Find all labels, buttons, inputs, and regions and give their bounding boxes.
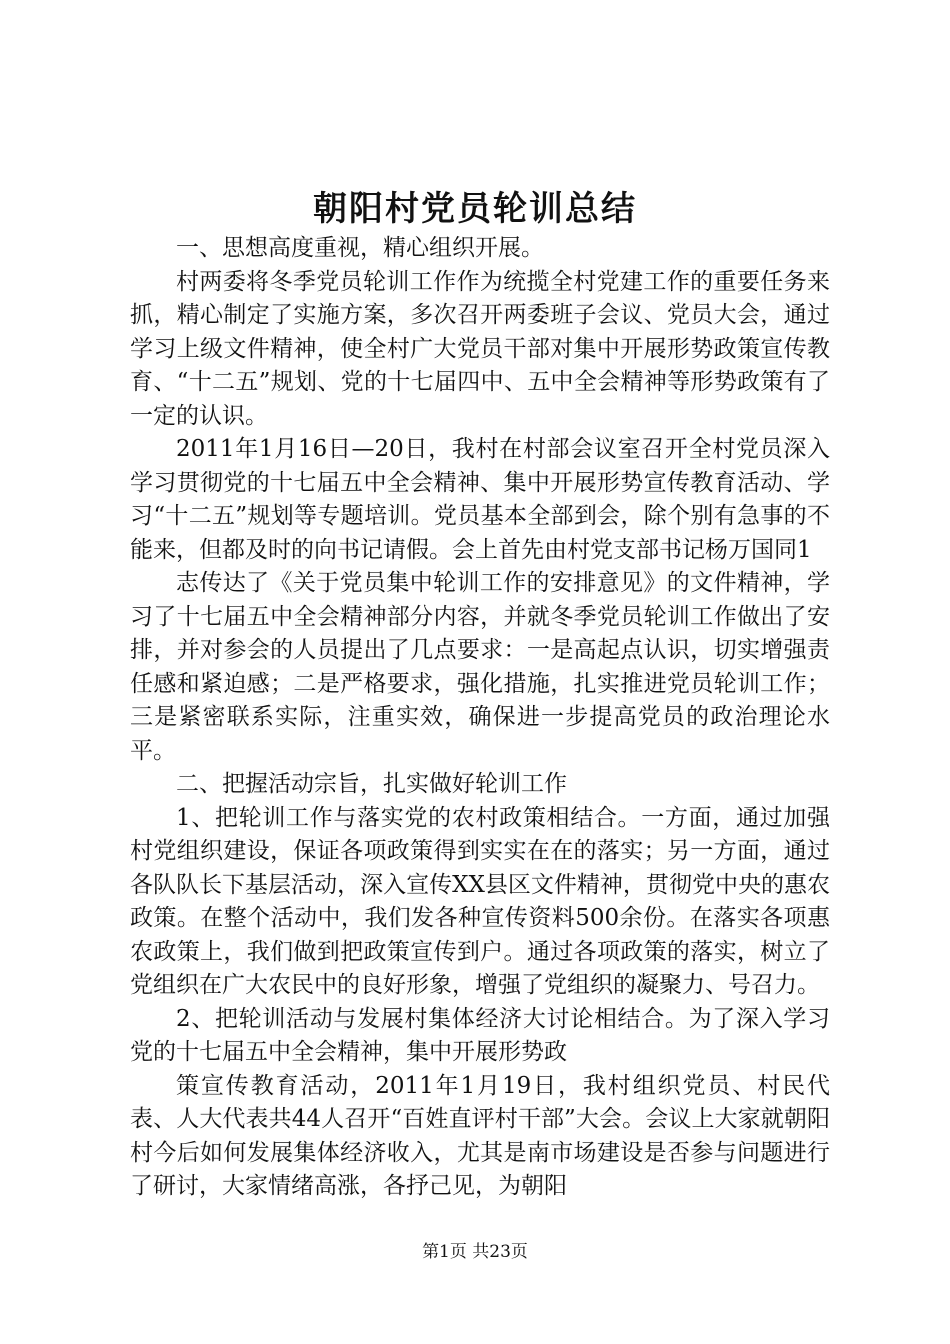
paragraph: 策宣传教育活动，2011年1月19日，我村组织党员、村民代表、人大代表共44人召开“百姓直评村干部”大会。会议上大家就朝阳村今后如何发展集体经济收入，尤其是南市场建设是否参与问题进行了研讨，大家情绪高涨，各抒己见，为朝阳 — [130, 1072, 830, 1199]
paragraph: 2011年1月16日—20日，我村在村部会议室召开全村党员深入学习贯彻党的十七届五中全会精神、集中开展形势宣传教育活动、学习“十二五”规划等专题培训。党员基本全部到会，除个别有急事的不能来，但都及时的向书记请假。会上首先由村党支部书记杨万国同1 — [130, 436, 830, 563]
paragraph-section-2-heading: 二、把握活动宗旨，扎实做好轮训工作 — [176, 771, 567, 797]
paragraph-section-1-heading: 一、思想高度重视，精心组织开展。 — [176, 235, 544, 261]
paragraph: 村两委将冬季党员轮训工作作为统揽全村党建工作的重要任务来抓，精心制定了实施方案，多次召开两委班子会议、党员大会，通过学习上级文件精神，使全村广大党员干部对集中开展形势政策宣传教育、“十二五”规划、党的十七届四中、五中全会精神等形势政策有了一定的认识。 — [130, 268, 830, 429]
paragraph: 1、把轮训工作与落实党的农村政策相结合。一方面，通过加强村党组织建设，保证各项政策得到实实在在的落实；另一方面，通过各队队长下基层活动，深入宣传XX县区文件精神，贯彻党中央的惠农政策。在整个活动中，我们发各种宣传资料500余份。在落实各项惠农政策上，我们做到把政策宣传到户。通过各项政策的落实，树立了党组织在广大农民中的良好形象，增强了党组织的凝聚力、号召力。 — [130, 804, 830, 998]
paragraph: 志传达了《关于党员集中轮训工作的安排意见》的文件精神，学习了十七届五中全会精神部分内容，并就冬季党员轮训工作做出了安排，并对参会的人员提出了几点要求：一是高起点认识，切实增强责任感和紧迫感；二是严格要求，强化措施，扎实推进党员轮训工作；三是紧密联系实际，注重实效，确保进一步提高党员的政治理论水平。 — [130, 570, 830, 764]
page-number-footer: 第1页 共23页 — [422, 1242, 528, 1262]
document-body — [130, 232, 830, 1204]
document-title: 朝阳村党员轮训总结 — [313, 189, 637, 229]
paragraph: 2、把轮训活动与发展村集体经济大讨论相结合。为了深入学习党的十七届五中全会精神，集中开展形势政 — [130, 1005, 830, 1065]
